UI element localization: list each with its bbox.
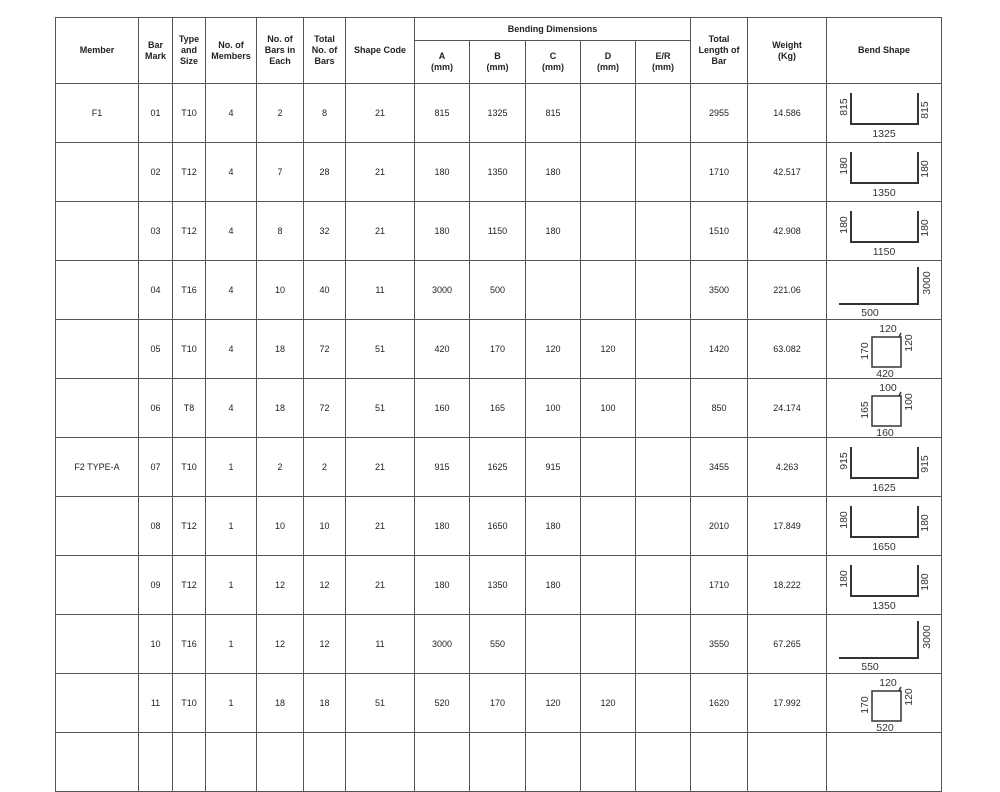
header-bending-dimensions: Bending Dimensions: [415, 18, 691, 41]
bend-shape-drawing: [827, 379, 941, 437]
dim-c-cell: [526, 615, 581, 674]
shape-label-a: 3000: [920, 271, 933, 295]
dim-d-cell: [581, 438, 636, 497]
dim-b-cell: 1625: [470, 438, 526, 497]
shape-label-a: 180: [837, 570, 850, 588]
bar-bending-schedule: [55, 17, 942, 792]
empty-cell: [748, 733, 827, 792]
empty-cell: [304, 733, 346, 792]
table-row: [56, 379, 942, 438]
total-bars-cell: 32: [304, 202, 346, 261]
dim-b-cell: 165: [470, 379, 526, 438]
dim-er-cell: [636, 143, 691, 202]
type-size-cell: T16: [173, 261, 206, 320]
shape-label-a: 420: [876, 367, 894, 378]
type-size-cell: T8: [173, 379, 206, 438]
no-members-cell: 1: [206, 438, 257, 497]
header-no-members: No. of Members: [206, 18, 257, 84]
dim-er-cell: [636, 497, 691, 556]
total-length-cell: 3455: [691, 438, 748, 497]
member-cell: [56, 497, 139, 556]
weight-cell: 221.06: [748, 261, 827, 320]
no-members-cell: 1: [206, 674, 257, 733]
shape-code-cell: 21: [346, 497, 415, 556]
weight-cell: 67.265: [748, 615, 827, 674]
dim-c-cell: 180: [526, 143, 581, 202]
l-bar-icon: [839, 621, 918, 658]
dim-a-cell: 915: [415, 438, 470, 497]
table-row: [56, 84, 942, 143]
shape-label-d: 120: [902, 688, 915, 706]
table-row: [56, 438, 942, 497]
shape-label-a: 180: [837, 157, 850, 175]
bend-shape-drawing: [827, 556, 941, 614]
type-size-cell: T12: [173, 556, 206, 615]
dim-er-cell: [636, 379, 691, 438]
shape-label-b: 1350: [872, 599, 896, 612]
weight-cell: 17.992: [748, 674, 827, 733]
type-size-cell: T12: [173, 497, 206, 556]
table-row: [56, 674, 942, 733]
total-bars-cell: 28: [304, 143, 346, 202]
bar-mark-cell: 03: [139, 202, 173, 261]
header-dim-er: E/R (mm): [636, 41, 691, 84]
bars-each-cell: 18: [257, 674, 304, 733]
type-size-cell: T10: [173, 84, 206, 143]
total-length-cell: 3550: [691, 615, 748, 674]
dim-b-cell: 550: [470, 615, 526, 674]
shape-label-a: 160: [876, 426, 894, 437]
header-shape-code: Shape Code: [346, 18, 415, 84]
header-bars-each: No. of Bars in Each: [257, 18, 304, 84]
dim-a-cell: 815: [415, 84, 470, 143]
dim-d-cell: 100: [581, 379, 636, 438]
no-members-cell: 1: [206, 615, 257, 674]
bend-shape-cell: [827, 438, 942, 497]
dim-c-cell: 180: [526, 556, 581, 615]
dim-er-cell: [636, 615, 691, 674]
bar-mark-cell: 11: [139, 674, 173, 733]
bend-shape-cell: [827, 615, 942, 674]
shape-code-cell: 21: [346, 202, 415, 261]
bar-mark-cell: 07: [139, 438, 173, 497]
member-cell: [56, 143, 139, 202]
no-members-cell: 4: [206, 379, 257, 438]
header-total-length: Total Length of Bar: [691, 18, 748, 84]
dim-er-cell: [636, 556, 691, 615]
bars-each-cell: 2: [257, 84, 304, 143]
member-cell: [56, 674, 139, 733]
dim-a-cell: 180: [415, 202, 470, 261]
shape-label-b: 170: [858, 696, 871, 714]
weight-cell: 14.586: [748, 84, 827, 143]
bar-mark-cell: 02: [139, 143, 173, 202]
member-cell: F1: [56, 84, 139, 143]
dim-a-cell: 420: [415, 320, 470, 379]
bend-shape-cell: [827, 261, 942, 320]
dim-d-cell: [581, 202, 636, 261]
dim-d-cell: 120: [581, 674, 636, 733]
bar-mark-cell: 06: [139, 379, 173, 438]
dim-b-cell: 1150: [470, 202, 526, 261]
table-row: [56, 320, 942, 379]
empty-cell: [346, 733, 415, 792]
dim-a-cell: 520: [415, 674, 470, 733]
dim-er-cell: [636, 674, 691, 733]
empty-cell: [173, 733, 206, 792]
dim-d-cell: [581, 556, 636, 615]
total-bars-cell: 72: [304, 379, 346, 438]
dim-d-cell: [581, 84, 636, 143]
dim-a-cell: 180: [415, 143, 470, 202]
table-row: [56, 615, 942, 674]
dim-b-cell: 1325: [470, 84, 526, 143]
dim-b-cell: 500: [470, 261, 526, 320]
header-weight: Weight (Kg): [748, 18, 827, 84]
dim-c-cell: 180: [526, 202, 581, 261]
table-row: [56, 497, 942, 556]
bar-mark-cell: 05: [139, 320, 173, 379]
empty-cell: [56, 733, 139, 792]
total-bars-cell: 40: [304, 261, 346, 320]
total-bars-cell: 10: [304, 497, 346, 556]
table-row-partial: [56, 733, 942, 792]
total-bars-cell: 2: [304, 438, 346, 497]
shape-label-b: 500: [861, 306, 879, 319]
bend-shape-drawing: [827, 84, 941, 142]
total-length-cell: 2010: [691, 497, 748, 556]
shape-label-b: 550: [861, 660, 879, 673]
bars-each-cell: 10: [257, 261, 304, 320]
no-members-cell: 1: [206, 556, 257, 615]
empty-cell: [415, 733, 470, 792]
table-row: [56, 143, 942, 202]
member-cell: [56, 615, 139, 674]
table-row: [56, 202, 942, 261]
link-bar-icon: [872, 687, 901, 721]
dim-er-cell: [636, 438, 691, 497]
total-length-cell: 3500: [691, 261, 748, 320]
shape-label-a: 520: [876, 721, 894, 732]
total-length-cell: 1620: [691, 674, 748, 733]
shape-code-cell: 21: [346, 143, 415, 202]
u-bar-icon: [851, 506, 918, 537]
bend-shape-cell: [827, 143, 942, 202]
empty-cell: [827, 733, 942, 792]
weight-cell: 42.517: [748, 143, 827, 202]
dim-d-cell: [581, 615, 636, 674]
dim-b-cell: 1650: [470, 497, 526, 556]
shape-label-c: 915: [918, 455, 931, 473]
table-row: [56, 556, 942, 615]
dim-c-cell: 120: [526, 320, 581, 379]
shape-label-c: 180: [918, 514, 931, 532]
type-size-cell: T12: [173, 143, 206, 202]
dim-c-cell: 180: [526, 497, 581, 556]
dim-a-cell: 160: [415, 379, 470, 438]
u-bar-icon: [851, 93, 918, 124]
dim-c-cell: 915: [526, 438, 581, 497]
dim-d-cell: 120: [581, 320, 636, 379]
shape-label-a: 180: [837, 511, 850, 529]
dim-b-cell: 170: [470, 674, 526, 733]
shape-label-d: 100: [902, 393, 915, 411]
header-member: Member: [56, 18, 139, 84]
bend-shape-cell: [827, 556, 942, 615]
table-row: [56, 261, 942, 320]
shape-label-c: 120: [879, 676, 897, 689]
bend-shape-drawing: [827, 497, 941, 555]
bend-shape-drawing: [827, 202, 941, 260]
bend-shape-cell: [827, 379, 942, 438]
bend-shape-drawing: [827, 615, 941, 673]
shape-label-c: 100: [879, 381, 897, 394]
weight-cell: 42.908: [748, 202, 827, 261]
shape-label-a: 915: [837, 452, 850, 470]
shape-code-cell: 51: [346, 320, 415, 379]
dim-er-cell: [636, 84, 691, 143]
shape-label-c: 120: [879, 322, 897, 335]
u-bar-icon: [851, 152, 918, 183]
bar-mark-cell: 10: [139, 615, 173, 674]
shape-label-a: 180: [837, 216, 850, 234]
total-length-cell: 1510: [691, 202, 748, 261]
no-members-cell: 4: [206, 202, 257, 261]
total-length-cell: 850: [691, 379, 748, 438]
dim-er-cell: [636, 320, 691, 379]
dim-d-cell: [581, 143, 636, 202]
shape-code-cell: 51: [346, 379, 415, 438]
shape-label-b: 1325: [872, 127, 896, 140]
weight-cell: 18.222: [748, 556, 827, 615]
header-type-size: Type and Size: [173, 18, 206, 84]
header-bend-shape: Bend Shape: [827, 18, 942, 84]
bend-shape-cell: [827, 674, 942, 733]
weight-cell: 17.849: [748, 497, 827, 556]
total-bars-cell: 12: [304, 556, 346, 615]
type-size-cell: T10: [173, 674, 206, 733]
weight-cell: 63.082: [748, 320, 827, 379]
dim-d-cell: [581, 261, 636, 320]
shape-label-b: 1350: [872, 186, 896, 199]
bar-mark-cell: 09: [139, 556, 173, 615]
weight-cell: 4.263: [748, 438, 827, 497]
bar-mark-cell: 04: [139, 261, 173, 320]
link-bar-icon: [872, 392, 901, 426]
empty-cell: [257, 733, 304, 792]
shape-label-b: 1650: [872, 540, 896, 553]
bars-each-cell: 18: [257, 320, 304, 379]
total-length-cell: 2955: [691, 84, 748, 143]
shape-label-d: 120: [902, 334, 915, 352]
l-bar-icon: [839, 267, 918, 304]
shape-label-b: 1150: [872, 245, 896, 258]
header-dim-c: C (mm): [526, 41, 581, 84]
member-cell: [56, 202, 139, 261]
dim-c-cell: 815: [526, 84, 581, 143]
dim-a-cell: 180: [415, 556, 470, 615]
total-length-cell: 1710: [691, 143, 748, 202]
bend-shape-drawing: [827, 143, 941, 201]
empty-cell: [526, 733, 581, 792]
empty-cell: [581, 733, 636, 792]
bend-shape-cell: [827, 84, 942, 143]
empty-cell: [691, 733, 748, 792]
bend-shape-drawing: [827, 674, 941, 732]
bar-mark-cell: 08: [139, 497, 173, 556]
type-size-cell: T12: [173, 202, 206, 261]
shape-label-b: 170: [858, 342, 871, 360]
type-size-cell: T16: [173, 615, 206, 674]
no-members-cell: 4: [206, 320, 257, 379]
empty-cell: [139, 733, 173, 792]
u-bar-icon: [851, 565, 918, 596]
shape-label-c: 180: [918, 573, 931, 591]
dim-a-cell: 3000: [415, 615, 470, 674]
type-size-cell: T10: [173, 438, 206, 497]
shape-label-c: 180: [918, 160, 931, 178]
shape-code-cell: 11: [346, 615, 415, 674]
shape-label-c: 180: [918, 219, 931, 237]
u-bar-icon: [851, 447, 918, 478]
header-dim-a: A (mm): [415, 41, 470, 84]
dim-er-cell: [636, 202, 691, 261]
bend-shape-cell: [827, 497, 942, 556]
no-members-cell: 4: [206, 84, 257, 143]
bend-shape-drawing: [827, 320, 941, 378]
dim-d-cell: [581, 497, 636, 556]
no-members-cell: 4: [206, 143, 257, 202]
dim-er-cell: [636, 261, 691, 320]
no-members-cell: 1: [206, 497, 257, 556]
total-bars-cell: 72: [304, 320, 346, 379]
shape-code-cell: 21: [346, 84, 415, 143]
dim-b-cell: 1350: [470, 556, 526, 615]
bars-each-cell: 12: [257, 615, 304, 674]
bars-each-cell: 18: [257, 379, 304, 438]
empty-cell: [470, 733, 526, 792]
total-length-cell: 1710: [691, 556, 748, 615]
shape-code-cell: 51: [346, 674, 415, 733]
bar-mark-cell: 01: [139, 84, 173, 143]
shape-code-cell: 11: [346, 261, 415, 320]
bars-each-cell: 7: [257, 143, 304, 202]
dim-b-cell: 170: [470, 320, 526, 379]
dim-a-cell: 180: [415, 497, 470, 556]
shape-label-a: 815: [837, 98, 850, 116]
header-dim-b: B (mm): [470, 41, 526, 84]
no-members-cell: 4: [206, 261, 257, 320]
schedule-table: [55, 17, 942, 792]
bars-each-cell: 10: [257, 497, 304, 556]
total-length-cell: 1420: [691, 320, 748, 379]
bars-each-cell: 2: [257, 438, 304, 497]
shape-label-b: 1625: [872, 481, 896, 494]
shape-label-b: 165: [858, 401, 871, 419]
shape-label-c: 815: [918, 101, 931, 119]
bars-each-cell: 12: [257, 556, 304, 615]
bend-shape-drawing: [827, 438, 941, 496]
bend-shape-cell: [827, 202, 942, 261]
header-dim-d: D (mm): [581, 41, 636, 84]
bend-shape-cell: [827, 320, 942, 379]
dim-c-cell: 120: [526, 674, 581, 733]
dim-a-cell: 3000: [415, 261, 470, 320]
u-bar-icon: [851, 211, 918, 242]
member-cell: [56, 556, 139, 615]
member-cell: F2 TYPE-A: [56, 438, 139, 497]
shape-code-cell: 21: [346, 438, 415, 497]
empty-cell: [636, 733, 691, 792]
member-cell: [56, 379, 139, 438]
bend-shape-drawing: [827, 261, 941, 319]
total-bars-cell: 8: [304, 84, 346, 143]
empty-cell: [206, 733, 257, 792]
dim-b-cell: 1350: [470, 143, 526, 202]
shape-label-a: 3000: [920, 625, 933, 649]
shape-code-cell: 21: [346, 556, 415, 615]
total-bars-cell: 12: [304, 615, 346, 674]
dim-c-cell: 100: [526, 379, 581, 438]
type-size-cell: T10: [173, 320, 206, 379]
header-bar-mark: Bar Mark: [139, 18, 173, 84]
member-cell: [56, 320, 139, 379]
dim-c-cell: [526, 261, 581, 320]
weight-cell: 24.174: [748, 379, 827, 438]
header-total-bars: Total No. of Bars: [304, 18, 346, 84]
total-bars-cell: 18: [304, 674, 346, 733]
member-cell: [56, 261, 139, 320]
bars-each-cell: 8: [257, 202, 304, 261]
link-bar-icon: [872, 333, 901, 367]
